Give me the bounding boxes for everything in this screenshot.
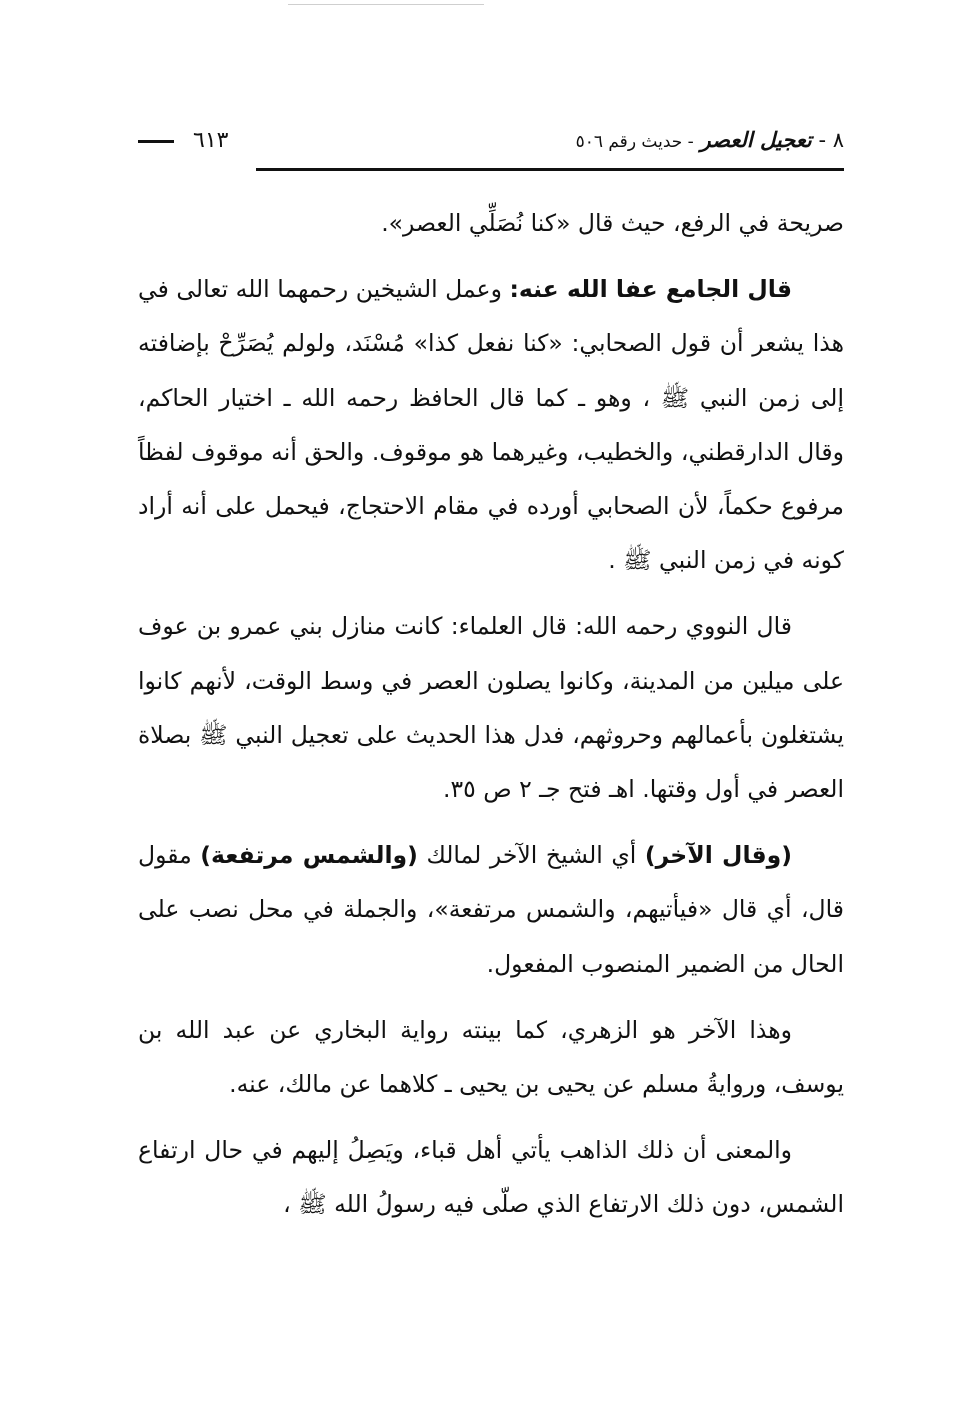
chapter-number: ٨ - <box>818 128 844 152</box>
paragraph-6 <box>138 1123 844 1231</box>
hadith-reference: - حديث رقم ٥٠٦ <box>575 132 694 152</box>
running-header <box>138 120 844 180</box>
page-number-block <box>138 128 228 153</box>
paragraph-5 <box>138 1003 844 1111</box>
paragraph-4 <box>138 828 844 991</box>
page-number-dash <box>138 140 174 143</box>
paragraph-text: والمعنى أن ذلك الذاهب يأتي أهل قباء، ويَصِلُ إليهم في حال ارتفاع الشمس، دون ذلك الارتفاع الذي صلّى فيه رسولُ الله ﷺ ، <box>138 1136 844 1219</box>
paragraph-lead: (وقال الآخر) <box>644 841 792 870</box>
page-body <box>138 196 844 1244</box>
paragraph-text: وعمل الشيخين رحمهما الله تعالى في هذا يشعر أن قول الصحابي: «كنا نفعل كذا» مُسْنَد، ولولم يُصَرِّحْ بإضافته إلى زمن النبي ﷺ ، وهو ـ كما قال الحافظ رحمه الله ـ اختيار الحاكم، وقال الدارقطني، والخطيب، وغيرهما هو موقوف. والحق أنه موقوف لفظاً مرفوع حكماً، لأن الصحابي أورده في مقام الاحتجاج، فيحمل على أنه أراد كونه في زمن النبي ﷺ . <box>138 275 844 575</box>
page-number: ٦١٣ <box>193 128 229 153</box>
paragraph-lead: قال الجامع عفا الله عنه: <box>509 275 792 304</box>
chapter-title: تعجيل العصر <box>700 128 812 152</box>
paragraph-text: قال النووي رحمه الله: قال العلماء: كانت منازل بني عمرو بن عوف على ميلين من المدينة، وكانوا يصلون العصر في وسط الوقت، لأنهم كانوا يشتغلون بأعمالهم وحروثهم، فدل هذا الحديث على تعجيل النبي ﷺ بصلاة العصر في أول وقتها. اهـ فتح جـ ٢ ص ٣٥. <box>138 612 844 804</box>
paragraph-text: وهذا الآخر هو الزهري، كما بينته رواية البخاري عن عبد الله بن يوسف، وروايةُ مسلم عن يحيى بن يحيى ـ كلاهما عن مالك، عنه. <box>138 1015 844 1099</box>
paragraph-lead-2: (والشمس مرتفعة) <box>200 841 418 870</box>
header-rule <box>256 168 844 171</box>
paragraph-text: مقول قال، أي قال «فيأتيهم، والشمس مرتفعة»، والجملة في محل نصب على الحال من الضمير المنصوب المفعول. <box>138 841 844 978</box>
paragraph-1 <box>138 196 844 250</box>
paragraph-text: صريحة في الرفع، حيث قال «كنا نُصَلِّي العصر». <box>381 209 844 237</box>
paragraph-3 <box>138 599 844 816</box>
paragraph-mid: أي الشيخ الآخر لمالك <box>417 841 645 870</box>
paragraph-2 <box>138 262 844 587</box>
top-edge-rule <box>288 4 484 5</box>
running-title <box>576 128 844 152</box>
